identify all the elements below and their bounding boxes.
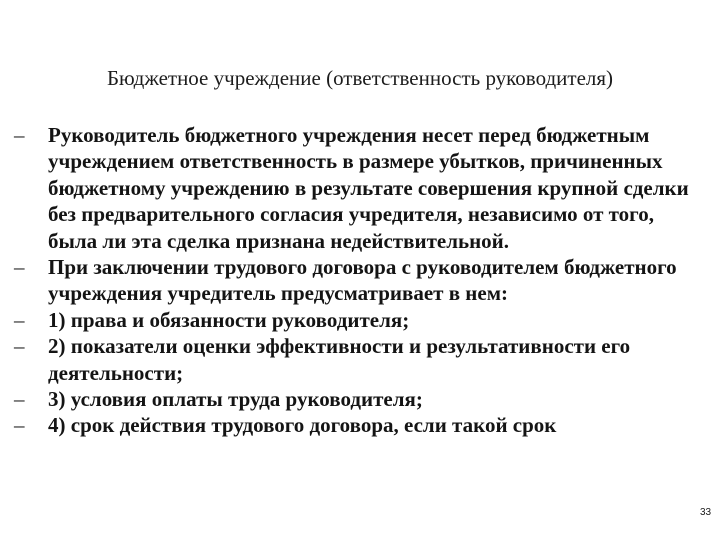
bullet-dash: –	[14, 307, 25, 332]
bullet-text: 1) права и обязанности руководителя;	[48, 307, 410, 332]
bullet-list	[14, 122, 704, 439]
bullet-dash: –	[14, 255, 25, 280]
bullet-item	[14, 307, 704, 333]
bullet-item	[14, 386, 704, 412]
bullet-item	[14, 122, 704, 254]
bullet-dash: –	[14, 123, 25, 147]
bullet-item	[14, 412, 704, 438]
bullet-item	[14, 254, 704, 307]
bullet-text: 2) показатели оценки эффективности и результативности его деятельности;	[48, 334, 631, 385]
page-number: 33	[700, 507, 712, 518]
bullet-text: 3) условия оплаты труда руководителя;	[48, 387, 423, 412]
bullet-text: При заключении трудового договора с руководителем бюджетного учреждения учредитель предусматривает в нем:	[48, 255, 677, 306]
bullet-dash: –	[14, 334, 25, 359]
bullet-text: 4) срок действия трудового договора, если такой срок	[48, 413, 557, 438]
bullet-item	[14, 333, 704, 386]
bullet-text: Руководитель бюджетного учреждения несет перед бюджетным учреждением ответственность в размере убытков, причиненных бюджетному учреждению в результате совершения крупной сделки без предварительного согласия учредителя, независимо от того, была ли эта сделка признана недействительной.	[48, 123, 689, 253]
slide-title: Бюджетное учреждение (ответственность руководителя)	[106, 66, 614, 90]
bullet-dash: –	[14, 413, 25, 438]
bullet-dash: –	[14, 387, 25, 412]
